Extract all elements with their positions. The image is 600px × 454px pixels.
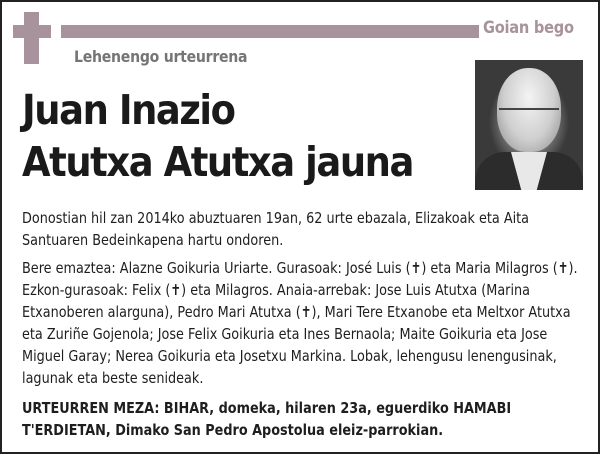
family-list (22, 257, 586, 389)
deceased-name-line2: Atutxa Atutxa jauna (22, 138, 413, 186)
family-list-text: Bere emaztea: Alazne Goikuria Uriarte. Gurasoak: José Luis (✝) eta Maria Milagros (✝). Ezkon-gurasoak: Felix (✝) eta Milagros. Anaia-arrebak: Jose Luis Atutxa (Marina Etxanoberen alarguna), Pedro Mari Atutxa (✝), Mari Tere Etxanobe eta Meltxor Atutxa eta Zuriñe Gojenola; Jose Felix Goikuria eta Ines Bernaola; Maite Goikuria eta Jose Miguel Garay; Nerea Goikuria eta Josetxu Markina. Lobak, lehengusu lenengusinak, lagunak eta beste senideak. (22, 259, 578, 387)
mass-notice (22, 397, 586, 441)
notice-subtitle: Lehenengo urteurrena (74, 47, 248, 66)
deceased-name-line1: Juan Inazio (22, 86, 235, 134)
cross-icon (24, 12, 39, 64)
portrait-photo (475, 60, 583, 190)
death-details-text: Donostian hil zan 2014ko abuztuaren 19an, 62 urte ebazala, Elizakoak eta Aita Santuaren Bedeinkapena hartu ondoren. (22, 209, 530, 249)
photo-glasses (499, 108, 559, 120)
cross-icon-arm (13, 25, 51, 38)
deceased-name (22, 84, 413, 188)
brand-label: Goian bego (483, 18, 574, 38)
death-details (22, 207, 586, 251)
mass-notice-text: URTEURREN MEZA: BIHAR, domeka, hilaren 23a, eguerdiko HAMABI T'ERDIETAN, Dimako San Pedro Apostolua eleiz-parrokian. (22, 399, 512, 439)
header-rule (61, 25, 479, 38)
